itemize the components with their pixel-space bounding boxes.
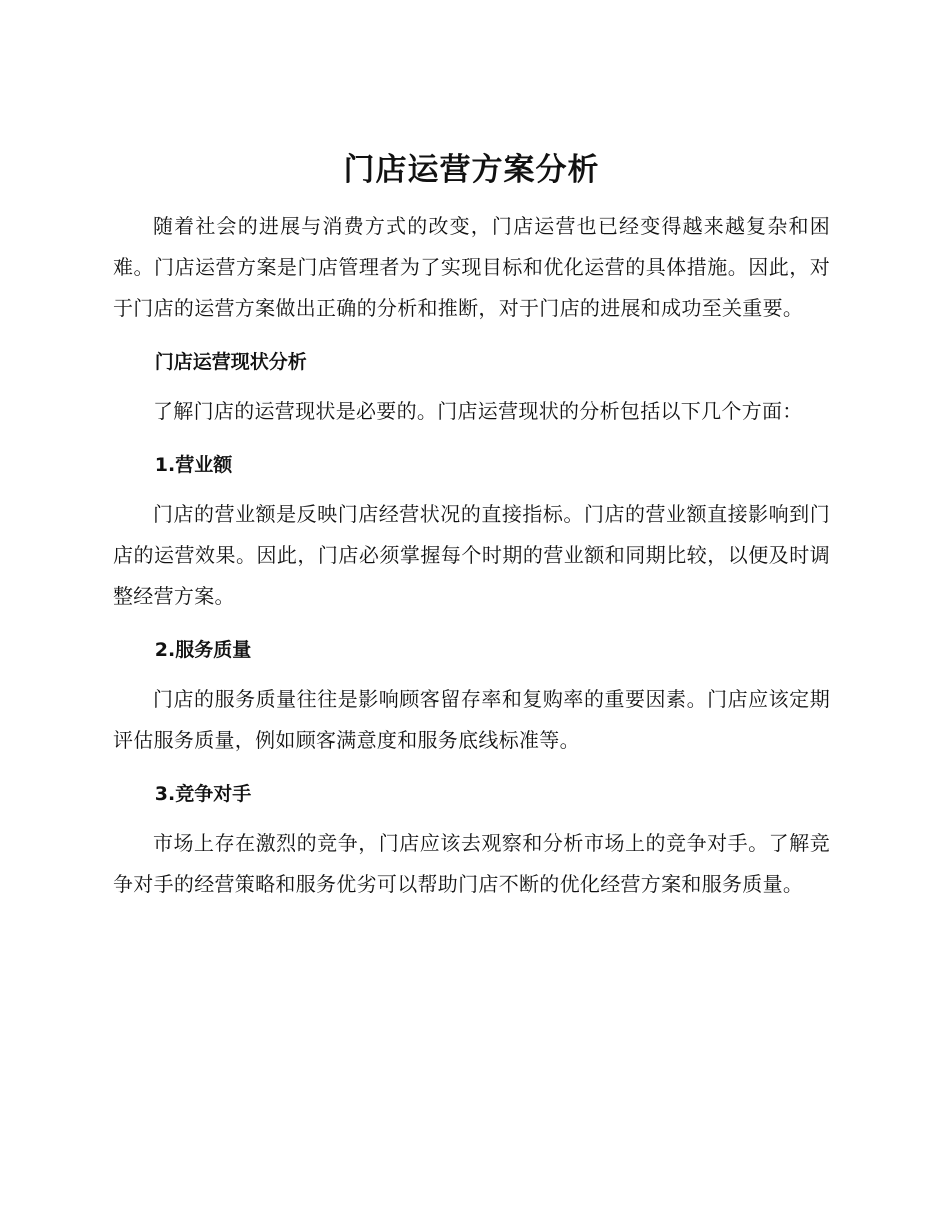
section-paragraph-status: 了解门店的运营现状是必要的。门店运营现状的分析包括以下几个方面： [153,399,803,423]
intro-paragraph: 随着社会的进展与消费方式的改变，门店运营也已经变得越来越复杂和困难。门店运营方案是门店管理者为了实现目标和优化运营的具体措施。因此，对于门店的运营方案做出正确的分析和推断，对于门店的进展和成功至关重要。 [113,214,830,320]
item-paragraph-service-quality: 门店的服务质量往往是影响顾客留存率和复购率的重要因素。门店应该定期评估服务质量，例如顾客满意度和服务底线标准等。 [113,687,830,752]
item-heading-service-quality: 2.服务质量 [154,639,252,661]
item-paragraph-revenue: 门店的营业额是反映门店经营状况的直接指标。门店的营业额直接影响到门店的运营效果。因此，门店必须掌握每个时期的营业额和同期比较，以便及时调整经营方案。 [113,502,830,608]
document-title: 门店运营方案分析 [343,152,600,188]
item-heading-revenue: 1.营业额 [154,454,233,476]
item-paragraph-competitors: 市场上存在激烈的竞争，门店应该去观察和分析市场上的竞争对手。了解竞争对手的经营策略和服务优劣可以帮助门店不断的优化经营方案和服务质量。 [113,831,830,896]
section-heading-status: 门店运营现状分析 [154,351,307,373]
item-heading-competitors: 3.竞争对手 [154,783,252,805]
